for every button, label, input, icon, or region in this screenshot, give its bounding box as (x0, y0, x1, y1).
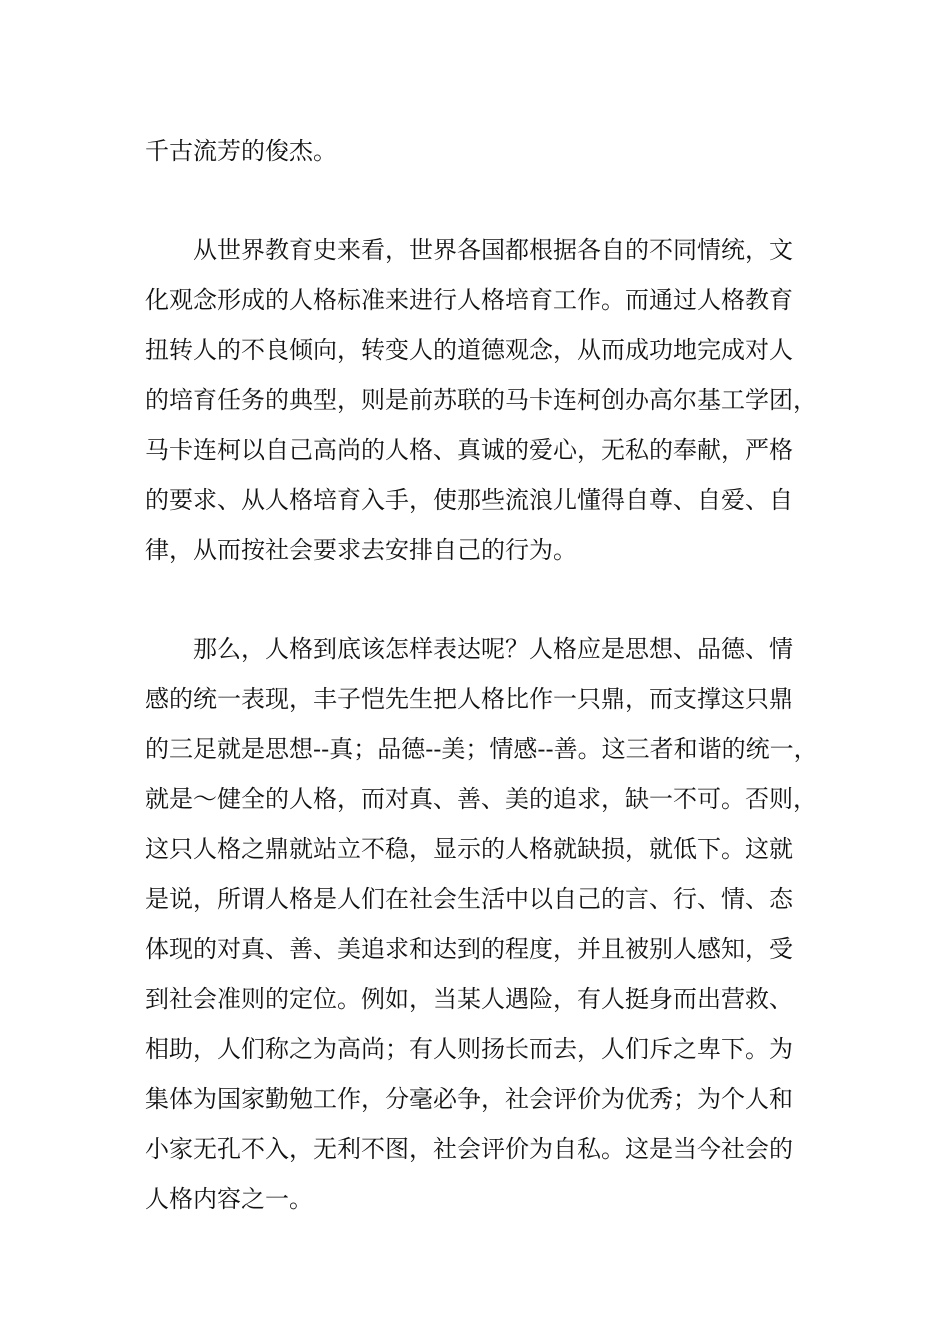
paragraph-2-line-3: 扭转人的不良倾向，转变人的道德观念，从而成功地完成对人 (145, 336, 793, 364)
paragraph-3-line-5: 这只人格之鼎就站立不稳，显示的人格就缺损，就低下。这就 (145, 835, 793, 863)
paragraph-3-line-9: 相助，人们称之为高尚；有人则扬长而去，人们斥之卑下。为 (145, 1035, 793, 1063)
paragraph-3-line-2: 感的统一表现，丰子恺先生把人格比作一只鼎，而支撑这只鼎 (145, 685, 793, 713)
paragraph-3-line-11: 小家无孔不入，无利不图，社会评价为自私。这是当今社会的 (145, 1135, 793, 1163)
paragraph-3-line-8: 到社会准则的定位。例如，当某人遇险，有人挺身而出营救、 (145, 985, 793, 1013)
paragraph-1-line-1: 千古流芳的俊杰。 (145, 137, 337, 165)
paragraph-2-line-6: 的要求、从人格培育入手，使那些流浪儿懂得自尊、自爱、自 (145, 486, 793, 514)
paragraph-2-line-2: 化观念形成的人格标准来进行人格培育工作。而通过人格教育 (145, 286, 793, 314)
paragraph-2-line-7: 律，从而按社会要求去安排自己的行为。 (145, 536, 577, 564)
paragraph-2-line-1: 从世界教育史来看，世界各国都根据各自的不同情统，文 (193, 236, 793, 264)
paragraph-3-line-4: 就是～健全的人格，而对真、善、美的追求，缺一不可。否则， (145, 785, 817, 813)
paragraph-3-line-7: 体现的对真、善、美追求和达到的程度，并且被别人感知，受 (145, 935, 793, 963)
paragraph-3-line-3: 的三足就是思想--真；品德--美；情感--善。这三者和谐的统一， (145, 735, 818, 763)
paragraph-3-line-6: 是说，所谓人格是人们在社会生活中以自己的言、行、情、态 (145, 885, 793, 913)
paragraph-2-line-4: 的培育任务的典型，则是前苏联的马卡连柯创办高尔基工学团， (145, 386, 817, 414)
paragraph-3-line-12: 人格内容之一。 (145, 1185, 313, 1213)
paragraph-3-line-10: 集体为国家勤勉工作，分毫必争，社会评价为优秀；为个人和 (145, 1085, 793, 1113)
paragraph-3-line-1: 那么，人格到底该怎样表达呢？人格应是思想、品德、情 (193, 635, 793, 663)
paragraph-2-line-5: 马卡连柯以自己高尚的人格、真诚的爱心，无私的奉献，严格 (145, 436, 793, 464)
